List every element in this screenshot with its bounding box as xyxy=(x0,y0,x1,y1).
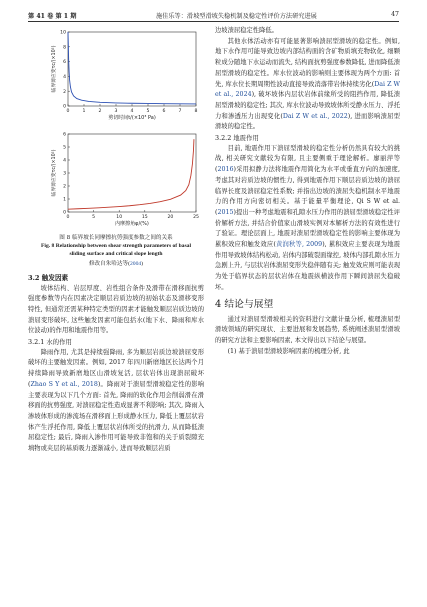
x-tick-label: 10 xyxy=(116,215,123,220)
left-column xyxy=(28,26,204,455)
x-tick-label: 25 xyxy=(193,215,199,220)
y-axis-label: 临界剪应变τc/(×10²) xyxy=(52,45,57,93)
x-tick-label: 7 xyxy=(178,109,182,114)
x-axis-label: 剪切时间t/(×10³ Pa) xyxy=(108,115,156,121)
section-heading-3-2-1: 3.2.1 水的作用 xyxy=(28,338,72,347)
x-tick-label: 2 xyxy=(98,109,102,114)
series-line xyxy=(68,139,194,209)
x-tick-label: 15 xyxy=(141,215,148,220)
citation-link[interactable]: Dai Z W et al., 2022 xyxy=(282,112,348,120)
citation-link[interactable]: Zhao S Y et al., 2018 xyxy=(30,380,98,388)
citation-link[interactable]: Dai Z W et al., 2024 xyxy=(215,80,400,99)
running-title: 施佳乐等：滑坡型滑坡失稳机制及稳定性评价方法研究进展 xyxy=(156,13,317,20)
figure-source: 修改自朱哈达等(2004) xyxy=(88,260,144,267)
x-tick-label: 4 xyxy=(130,109,134,114)
x-tick-label: 8 xyxy=(194,109,198,114)
y-tick-label: 2 xyxy=(63,89,66,95)
paragraph: 降雨作用, 尤其是持续强降雨, 多为顺层岩质边坡溃屈变形破坏的主要触发因素。例如, 2017 年四川新磨地区长达两个月持续降雨导致新磨地区山滑坡复活, 层状岩体出现溃屈破坏(Zhao S Y et al., 2018)。降雨对于溃屈型滑坡稳定性的影响主要表现为以下几个方面: 首先, 降雨的软化作用会削弱滑在滑移面的抗剪强度, 对溃屈稳定性造成显著不利影响; 其次, 降雨入渗坡体形成的渗流场在滑移面上形成静水压力, 降低上覆层状岩体产生浮托作用, 降低上覆层状岩体所受的抗滑力, 从而降低溃屈稳定性; 最后, 降雨入渗作用可能导致非饱和的关于质裂隙充填物或夹层的基质吸力逐渐减小, 进而导致顺层岩质 xyxy=(28,348,204,453)
x-tick-label: 3 xyxy=(114,109,118,114)
paragraph: 边坡溃屈稳定性降低。 xyxy=(215,27,278,34)
page-number: 47 xyxy=(391,11,399,18)
y-tick-label: 4 xyxy=(63,158,66,164)
y-tick-label: 10 xyxy=(60,30,66,36)
series-line xyxy=(68,32,196,104)
y-tick-label: 8 xyxy=(63,45,66,51)
y-axis-label: 临界剪应变τc/(×10²) xyxy=(52,149,57,197)
section-heading-4: 4 结论与展望 xyxy=(215,298,274,310)
citation-link[interactable]: 2015 xyxy=(217,208,234,216)
paragraph: 通过对溃屈型滑坡相关的资料进行文献计量分析, 梳理溃屈型滑坡领域的研究现状、主要进展和发展趋势, 系统阐述溃屈型滑坡的研究方法和主要影响因素, 本文得出以下结论与展望。 xyxy=(215,315,400,344)
x-tick-label: 20 xyxy=(167,215,174,220)
chart-critical-length-vs-time xyxy=(28,26,204,124)
journal-volume: 第 41 卷 第 1 期 xyxy=(28,13,77,20)
y-tick-label: 0 xyxy=(63,104,66,110)
right-column xyxy=(215,26,400,357)
section-heading-3-2: 3.2 触发因素 xyxy=(28,273,69,282)
chart-critical-length-vs-friction xyxy=(28,128,204,230)
citation-link[interactable]: 2016 xyxy=(217,166,234,174)
y-tick-label: 6 xyxy=(63,132,66,138)
citation-link[interactable]: 黄润秋等, 2009 xyxy=(275,241,323,249)
x-tick-label: 1 xyxy=(82,109,86,114)
citation-link[interactable]: 2004 xyxy=(129,260,142,267)
x-tick-label: 5 xyxy=(92,215,96,220)
y-tick-label: 6 xyxy=(63,60,66,66)
plot-frame xyxy=(68,32,196,106)
x-tick-label: 0 xyxy=(66,109,70,114)
figure-caption-cn: 图 8 临界坡长同摩擦抗剪强度参数之间的关系 xyxy=(59,235,173,241)
plot-frame xyxy=(68,134,196,212)
paragraph: (1) 基于溃屈型滑坡影响因素的梳理分析, 此 xyxy=(227,347,350,355)
figure-caption-en-1: Fig. 8 Relationship between shear strength parameters of basal xyxy=(40,243,192,250)
y-tick-label: 4 xyxy=(63,75,66,80)
y-tick-label: 2 xyxy=(63,184,66,190)
y-tick-label: 5 xyxy=(63,145,66,151)
x-tick-label: 6 xyxy=(162,109,166,114)
figure-8 xyxy=(28,26,204,268)
figure-caption-en-2: sliding surface and critical slope length xyxy=(69,251,163,258)
section-heading-3-2-2: 3.2.2 地震作用 xyxy=(215,134,259,143)
x-tick-label: 0 xyxy=(66,215,70,220)
paragraph: 其他水体活动亦有可能显著影响溃屈型滑坡的稳定性。例如, 地下水作用可能导致边坡内部结构面的含矿物质填充物软化, 细颗粒成分随地下水运动而流失, 结构面抗剪强度参数降低, 进而降低溃屈型滑坡的稳定性。库水位波动的影响则主要体现为两个方面: 首先, 库水位长期周期性波动直接导致消落带岩体持续劣化(Dai Z W et al., 2024), 破坏坡体内层状岩体前缘所受的阻挡作用, 降低溃屈型滑坡的稳定性; 其次, 库水位波动导致坡体所受静水压力、浮托力和渗透压力出现变化(Dai Z W et al., 2022), 进而影响溃屈型滑坡的稳定性。 xyxy=(215,37,400,131)
y-tick-label: 3 xyxy=(63,171,66,177)
paragraph: 坡体结构、岩层厚度、岩性组合条件及滑带在滑移面抗剪强度参数等内在因素决定顺层岩质边坡的初始状态及滑移变形特性, 但通常还需某种特定类型的因素才能触发顺层岩质边坡的溃屈变形破坏, 这些触发因素可能包括水(地下水、降雨和库水位波动)的作用和地震作用等。 xyxy=(28,284,204,335)
x-tick-label: 5 xyxy=(146,109,150,114)
paragraph: 目前, 地震作用下溃屈型滑坡的稳定性分析仍然具有较大的挑战, 相关研究文献较为有限, 且主要侧重于理论解析。廖丽萍等(2016)采用拟静力法将地震作用简化为水平或垂直方向的加速度, 考虑其对岩质边坡的惯性力, 得到地震作用下顺层岩质边坡的溃屈临界长度及溃屈稳定性系数; 并指出边坡的溃屈失稳机制水平地震力的作用方向密切相关。基于能量平衡理论, Qi S W et al. (2015)提出一种考虑地震和孔隙水压力作用的溃屈型滑坡稳定性评价解析方法, 并结合价值家山滑坡实例对本解析方法的有效性进行了验证。理论层面上, 地震对溃屈型滑坡稳定性的影响主要体现为累积效应和触发效应(黄润秋等, 2009), 累积效应主要表现为地震作用导致坡体结构松动, 岩体内部破裂面缘控, 坡体内部孔隙水压力急剧上升, 与层状岩体溃屈变形失稳伴随有关; 触发效应则可能表现为处于临界状态的层状岩体在地震纵横波作用下瞬间溃屈失稳破坏。 xyxy=(215,144,400,291)
x-axis-label: 内摩擦角φ/(%) xyxy=(115,221,149,227)
running-header xyxy=(28,8,399,22)
y-tick-label: 0 xyxy=(63,210,66,216)
y-tick-label: 1 xyxy=(63,197,66,203)
